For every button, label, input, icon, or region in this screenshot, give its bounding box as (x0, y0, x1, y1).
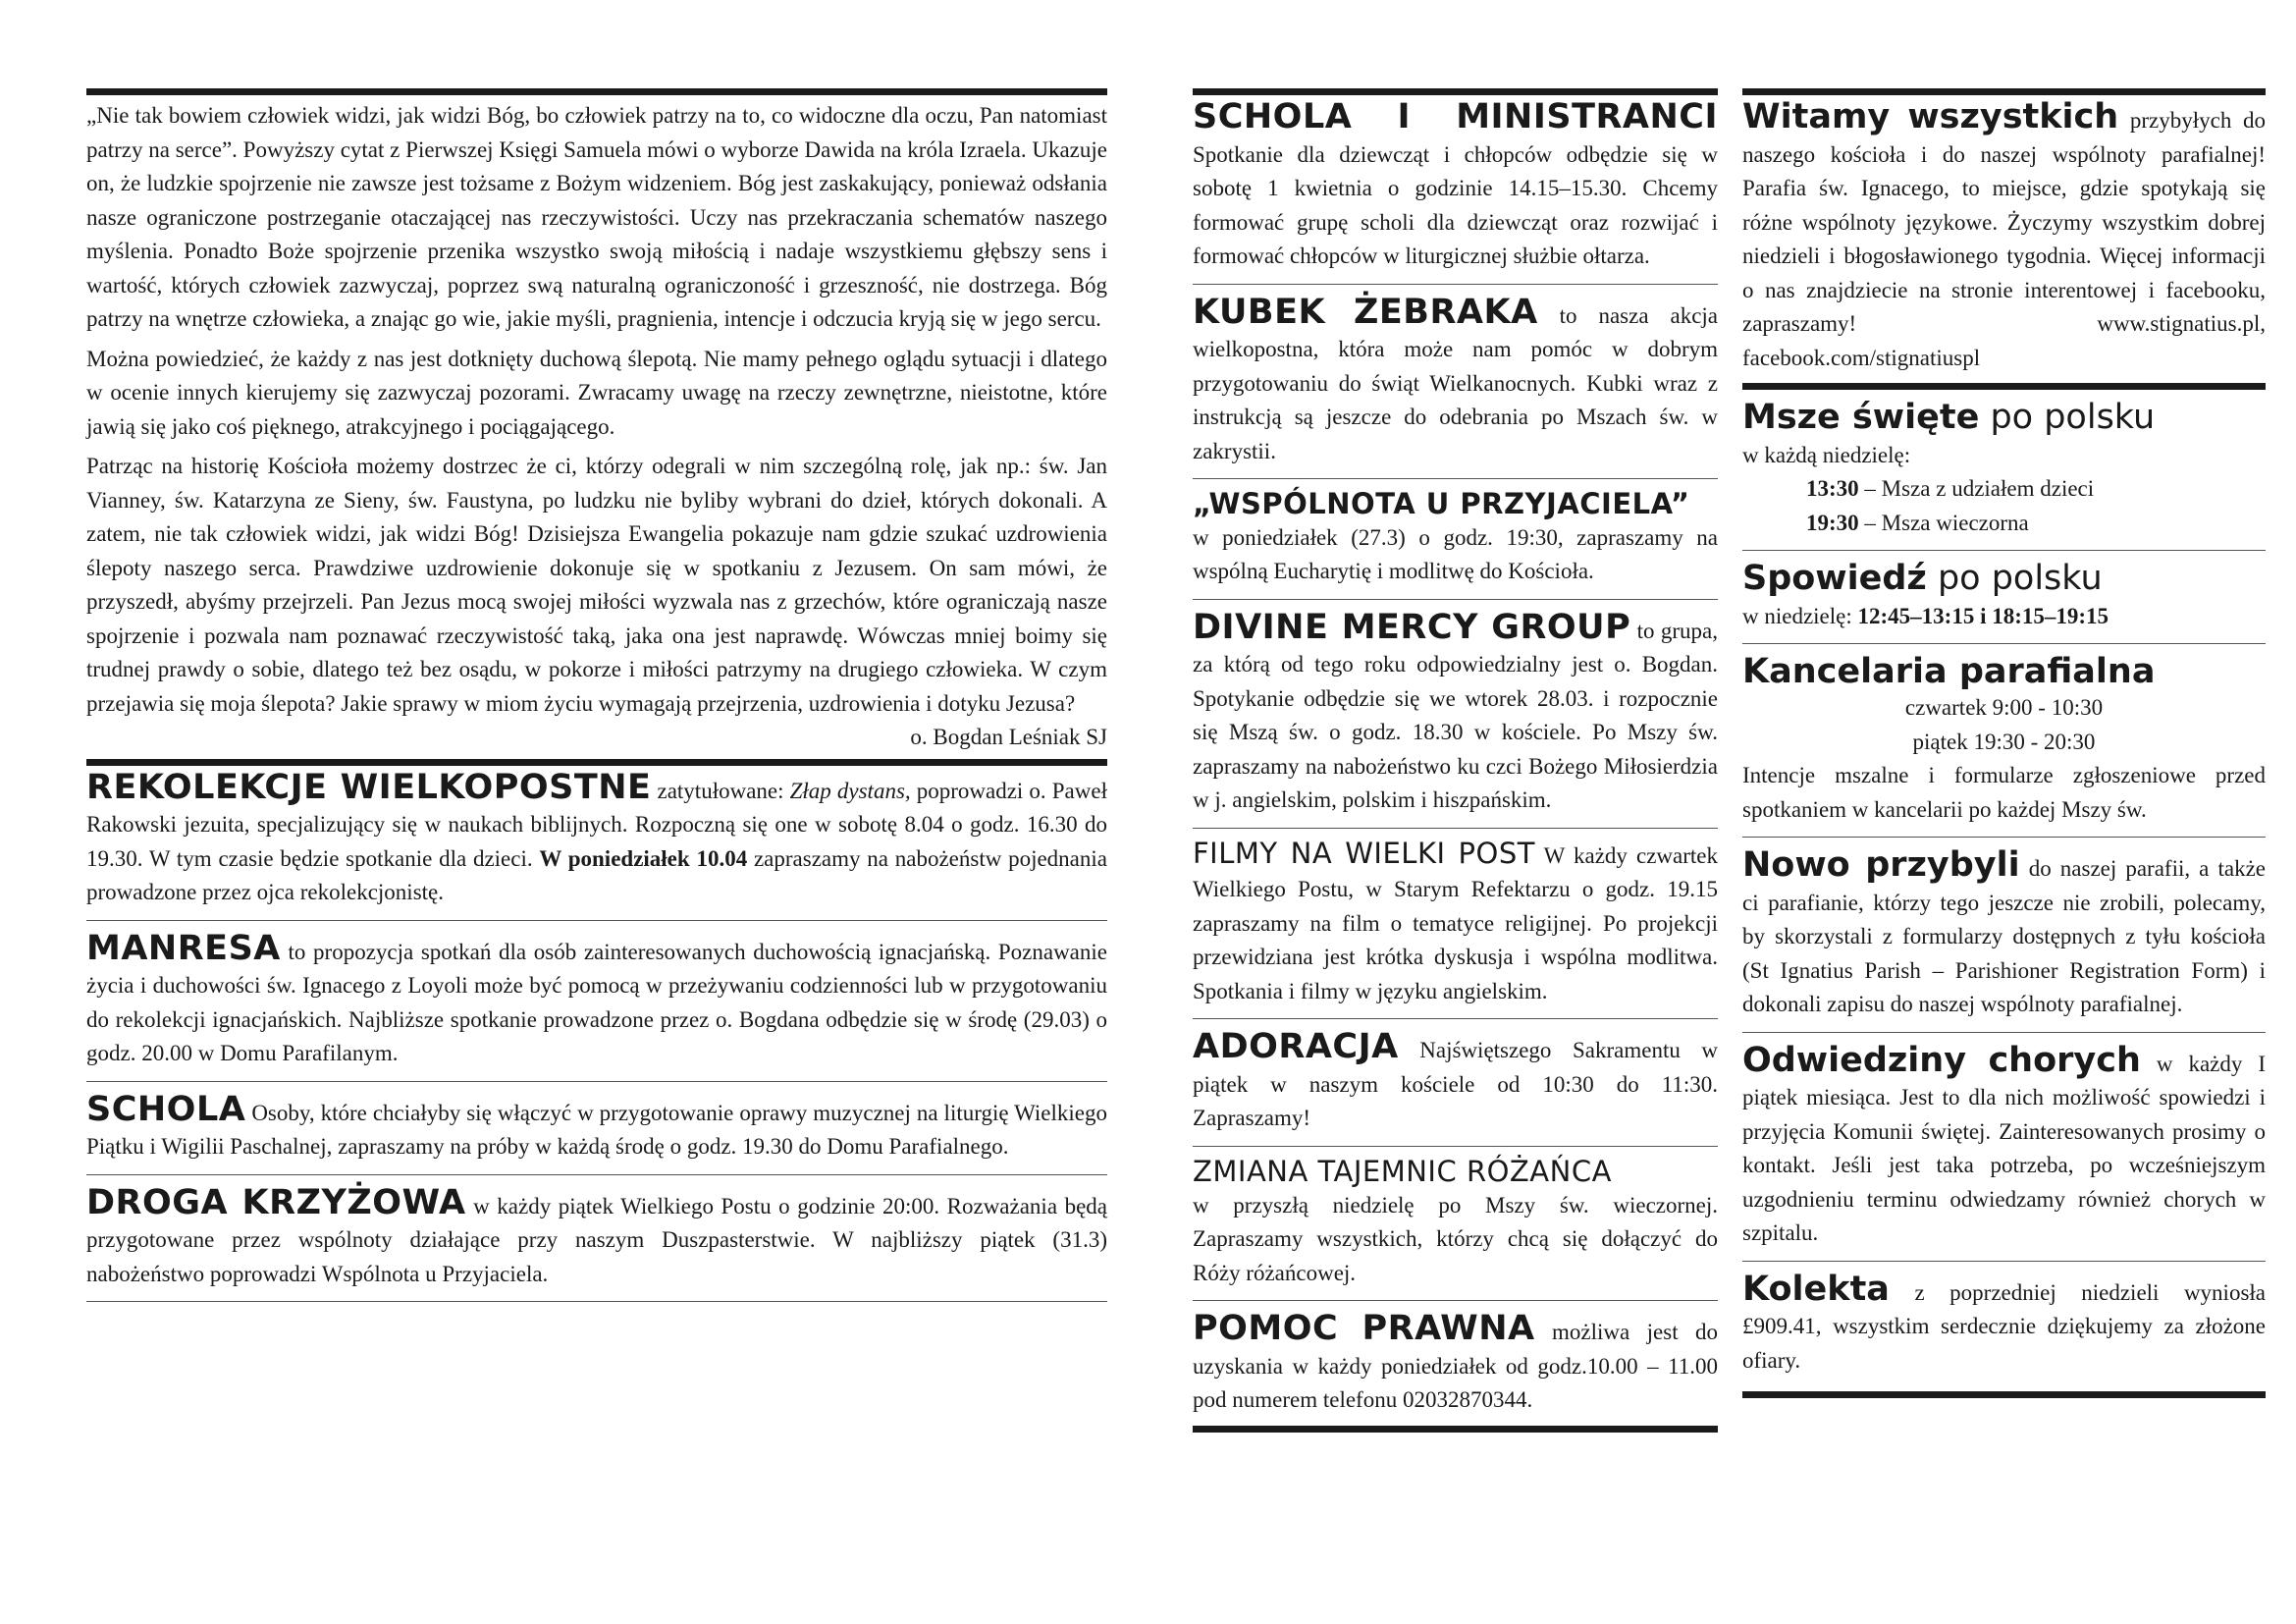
section-text: Spotkanie dla dziewcząt i chłopców odbędzie się w sobotę 1 kwietnia o godzinie 14.15–15.30. Chcemy formować grupę scholi dla dziewcząt oraz rozwijać i formować chłopców w liturgicznej służbie ołtarza. (1193, 141, 1718, 268)
filmy-section (1193, 835, 1718, 1013)
section-text: W każdy czwartek Wielkiego Postu, w Starym Refektarzu o godz. 19.15 zapraszamy na film o tematyce religijnej. Po projekcji przewidziana jest krótka dyskusja i wspólna modlitwa. Spotkania i filmy w języku angielskim. (1193, 842, 1718, 1003)
section-title: DIVINE MERCY GROUP (1193, 607, 1631, 647)
rekolekcje-section (86, 766, 1107, 914)
kolekta-section (1742, 1268, 2266, 1382)
section-text: poprowadzi o. Paweł Rakowski jezuita, specjalizujący się w naukach biblijnych. Rozpoczną się one w sobotę 8.04 o godz. 16.30 do 19.30. W tym czasie będzie spotkanie dla dzieci. (86, 778, 1107, 871)
witamy-section (1742, 95, 2266, 379)
divider (1742, 1032, 2266, 1033)
section-title: SCHOLA I MINISTRANCI (1193, 97, 1718, 136)
section-text: to nasza akcja wielkopostna, która może nam pomóc w dobrym przygotowaniu do świąt Wielkanocnych. Kubki wraz z instrukcją są jeszcze do odebrania po Mszach św. w zakrystii. (1193, 302, 1719, 463)
section-text: do naszej parafii, a także ci parafianie, którzy tego jeszcze nie zrobili, polecamy, by skorzystali z formularzy dostępnych z tyłu kościoła (St Ignatius Parish – Parishioner Registration Form) i dokonali zapisu do naszej wspólnoty parafialnej. (1742, 856, 2266, 1017)
divider (1193, 1300, 1718, 1301)
section-text: z poprzedniej niedzieli wyniosła £909.41, wszystkim serdecznie dziękujemy za złożone ofiary. (1742, 1279, 2266, 1373)
section-text: zapraszamy na nabożeństw pojednania prowadzone przez ojca rekolekcjonistę. (86, 845, 1107, 904)
divider (1193, 284, 1718, 285)
msze-intro: w każdą niedzielę: (1742, 442, 1911, 467)
section-title: Odwiedziny chorych (1742, 1040, 2141, 1080)
kancelaria-section (1742, 650, 2266, 831)
section-text: to grupa, za którą od tego roku odpowiedzialny jest o. Bogdan. Spotykanie odbędzie się we wtorek 28.03. i rozpocznie się Mszą św. o godz. 18.30 w kościele. Po Mszy św. zapraszamy na nabożeństwo ku czci Bożego Miłosierdzia w j. angielskim, polskim i hiszpańskim. (1193, 618, 1718, 813)
divider (1193, 478, 1718, 479)
section-title: MANRESA (86, 928, 281, 968)
divider (1193, 1146, 1718, 1147)
section-title: Kolekta (1742, 1269, 1890, 1309)
confession-times: 12:45–13:15 i 18:15–19:15 (1857, 603, 2109, 628)
manresa-section (86, 927, 1107, 1075)
section-title-light: po polsku (1979, 398, 2156, 437)
divider (86, 1081, 1107, 1082)
confession-prefix: w niedzielę: (1742, 603, 1858, 628)
divider (1193, 828, 1718, 829)
section-title: Spowiedź (1742, 559, 1927, 598)
top-rule (1193, 88, 1718, 95)
wspolnota-section (1193, 485, 1718, 593)
section-title: „WSPÓLNOTA U PRZYJACIELA” (1193, 487, 1690, 520)
bottom-rule (1193, 1426, 1718, 1433)
section-title: ZMIANA TAJEMNIC RÓŻAŃCA (1193, 1154, 1612, 1188)
section-text: w poniedziałek (27.3) o godz. 19:30, zapraszamy na wspólną Eucharytię i modlitwę do Kościoła. (1193, 524, 1718, 584)
divider (86, 1301, 1107, 1302)
section-text: w każdy I piątek miesiąca. Jest to dla nich możliwość spowiedzi i przyjęcia Komunii świętej. Zainteresowanych prosimy o kontakt. Jeśli jest taka potrzeba, po wcześniejszym uzgodnieniu terminu odwiedzamy również chorych w szpitalu. (1742, 1051, 2266, 1246)
section-title: Msze święte (1742, 398, 1980, 437)
section-text: w przyszłą niedzielę po Mszy św. wieczornej. Zapraszamy wszystkich, którzy chcą się dołączyć do Róży różańcowej. (1193, 1192, 1718, 1285)
reflection-paragraph: „Nie tak bowiem człowiek widzi, jak widzi Bóg, bo człowiek patrzy na to, co widoczne dla oczu, Pan natomiast patrzy na serce”. Powyższy cytat z Pierwszej Księgi Samuela mówi o wyborze Dawida na króla Izraela. Ukazuje on, że ludzkie spojrzenie nie zawsze jest tożsame z Bożym widzeniem. Bóg jest zaskakujący, ponieważ odsłania nasze ograniczone postrzeganie otaczającej nas rzeczywistości. Uczy nas przekraczania schematów naszego myślenia. Ponadto Boże spojrzenie przenika wszystko swoją miłością i nadaje wszystkiemu głębszy sens i wartość, których człowiek zazwyczaj, poprzez swą naturalną ograniczoność i grzeszność, nie dostrzega. Bóg patrzy na wnętrze człowieka, a znając go wie, jakie myśli, pragnienia, intencje i odczucia kryją się w jego sercu. (86, 103, 1107, 331)
top-rule (1742, 88, 2266, 95)
right-column (1742, 88, 2266, 1398)
section-text: Najświętszego Sakramentu w piątek w naszym kościele od 10:30 do 11:30. Zapraszamy! (1193, 1038, 1718, 1131)
divider (1742, 837, 2266, 838)
section-title: REKOLEKCJE WIELKOPOSTNE (86, 767, 652, 807)
section-title: Witamy wszystkich (1742, 97, 2119, 136)
divider (1742, 1261, 2266, 1262)
section-title: POMOC PRAWNA (1193, 1309, 1535, 1349)
section-title: DROGA KRZYŻOWA (86, 1182, 466, 1222)
divider (1742, 643, 2266, 644)
zmiana-section (1193, 1153, 1718, 1294)
section-title: SCHOLA (86, 1089, 246, 1129)
odwiedziny-section (1742, 1039, 2266, 1255)
section-text: w każdy piątek Wielkiego Postu o godzinie 20:00. Rozważania będą przygotowane przez wspólnoty działające przy naszym Duszpasterstwie. W najbliższy piątek (31.3) nabożeństwo poprowadzi Wspólnota u Przyjaciela. (86, 1193, 1107, 1286)
section-title: KUBEK ŻEBRAKA (1193, 292, 1538, 332)
section-text: zatytułowane: (651, 778, 790, 803)
reflection-article (86, 95, 1107, 755)
divider (1193, 1018, 1718, 1019)
section-title: FILMY NA WIELKI POST (1193, 836, 1535, 870)
spowiedz-section (1742, 557, 2266, 637)
nowo-section (1742, 843, 2266, 1026)
mass-time-row (1742, 507, 2266, 541)
mass-description: – Msza z udziałem dzieci (1858, 476, 2095, 501)
section-text-italic: Złap dystans, (789, 778, 911, 803)
kubek-section (1193, 291, 1718, 473)
pomoc-section (1193, 1307, 1718, 1422)
top-rule (86, 88, 1107, 95)
schola-section (86, 1088, 1107, 1168)
mass-time: 13:30 (1806, 476, 1859, 501)
divine-mercy-section (1193, 606, 1718, 822)
section-title: Kancelaria parafialna (1742, 652, 2156, 691)
office-hours: piątek 19:30 - 20:30 (1912, 729, 2096, 754)
schola-ministranci-section (1193, 95, 1718, 278)
author-signature: o. Bogdan Leśniak SJ (910, 725, 1107, 749)
bottom-rule (1742, 1391, 2266, 1398)
reflection-paragraph: Można powiedzieć, że każdy z nas jest dotknięty duchową ślepotą. Nie mamy pełnego oglądu sytuacji i dlatego w ocenie innych kierujemy się zazwyczaj pozorami. Zwracamy uwagę na rzeczy zewnętrzne, nieistotne, które jawią się jako coś pięknego, atrakcyjnego i pociągającego. (86, 346, 1107, 439)
section-title-light: po polsku (1926, 559, 2103, 598)
section-rule (86, 759, 1107, 766)
section-text: to propozycja spotkań dla osób zainteresowanych duchowością ignacjańską. Poznawanie życia i duchowości św. Ignacego z Loyoli może być pomocą w przeżywaniu codzienności lub w przygotowaniu do rekolekcji ignacjańskich. Najbliższe spotkanie prowadzone przez o. Bogdana odbędzie się w środę (29.03) o godz. 20.00 w Domu Parafilanym. (86, 939, 1107, 1065)
section-text: Intencje mszalne i formularze zgłoszeniowe przed spotkaniem w kancelarii po każdej Mszy św. (1742, 763, 2266, 822)
section-title: ADORACJA (1193, 1027, 1399, 1067)
divider (1193, 599, 1718, 600)
section-rule (1742, 383, 2266, 390)
droga-section (86, 1181, 1107, 1296)
divider (1742, 550, 2266, 551)
reflection-paragraph: Patrząc na historię Kościoła możemy dostrzec że ci, którzy odegrali w nim szczególną rolę, jak np.: św. Jan Vianney, św. Katarzyna ze Sieny, św. Faustyna, po ludzku nie byliby wybrani do dzieł, których dokonali. A zatem, nie tak człowiek widzi, jak widzi Bóg! Dzisiejsza Ewangelia pokazuje nam gdzie szukać uzdrowienia ślepoty naszego serca. Prawdziwe uzdrowienie dokonuje się w spotkaniu z Jezusem. On sam mówi, że przyszedł, abyśmy przejrzeli. Pan Jezus mocą swojej miłości wyzwala nas z grzechów, które ograniczają nasze spojrzenie i pozwala nam poznawać rzeczywistość taką, jaka ona jest naprawdę. Wówczas mniej boimy się trudnej prawdy o sobie, dlatego też bez osądu, w pokorze i miłości patrzymy na drugiego człowieka. W czym przejawia się moja ślepota? Jakie sprawy w miom życiu wymagają przejrzenia, uzdrowienia i dotyku Jezusa? (86, 454, 1107, 716)
mass-description: – Msza wieczorna (1858, 510, 2029, 535)
office-hours: czwartek 9:00 - 10:30 (1904, 695, 2104, 721)
msze-section (1742, 396, 2266, 544)
adoracja-section (1193, 1025, 1718, 1140)
mass-time-row (1742, 472, 2266, 507)
section-title: Nowo przybyli (1742, 845, 2020, 886)
left-column (86, 88, 1107, 1308)
section-text: Osoby, które chciałyby się włączyć w przygotowanie oprawy muzycznej na liturgię Wielkiego Piątku i Wigilii Paschalnej, zapraszamy na próby w każdą środę o godz. 19.30 do Domu Parafialnego. (86, 1100, 1107, 1159)
divider (86, 1174, 1107, 1175)
middle-column (1193, 88, 1718, 1433)
section-text: możliwa jest do uzyskania w każdy poniedziałek od godz.10.00 – 11.00 pod numerem telefonu 02032870344. (1193, 1320, 1718, 1413)
divider (86, 920, 1107, 921)
section-text-bold: W poniedziałek 10.04 (539, 845, 748, 871)
section-text: przybyłych do naszego kościoła i do naszej wspólnoty parafialnej! Parafia św. Ignacego, to miejsce, gdzie spotykają się różne wspólnoty językowe. Życzymy wszystkim dobrej niedzieli i błogosławionego tygodnia. Więcej informacji o nas znajdziecie na stronie interentowej i facebooku, zapraszamy! www.stignatius.pl, facebook.com/stignatiuspl (1742, 108, 2267, 370)
mass-time: 19:30 (1806, 510, 1859, 535)
